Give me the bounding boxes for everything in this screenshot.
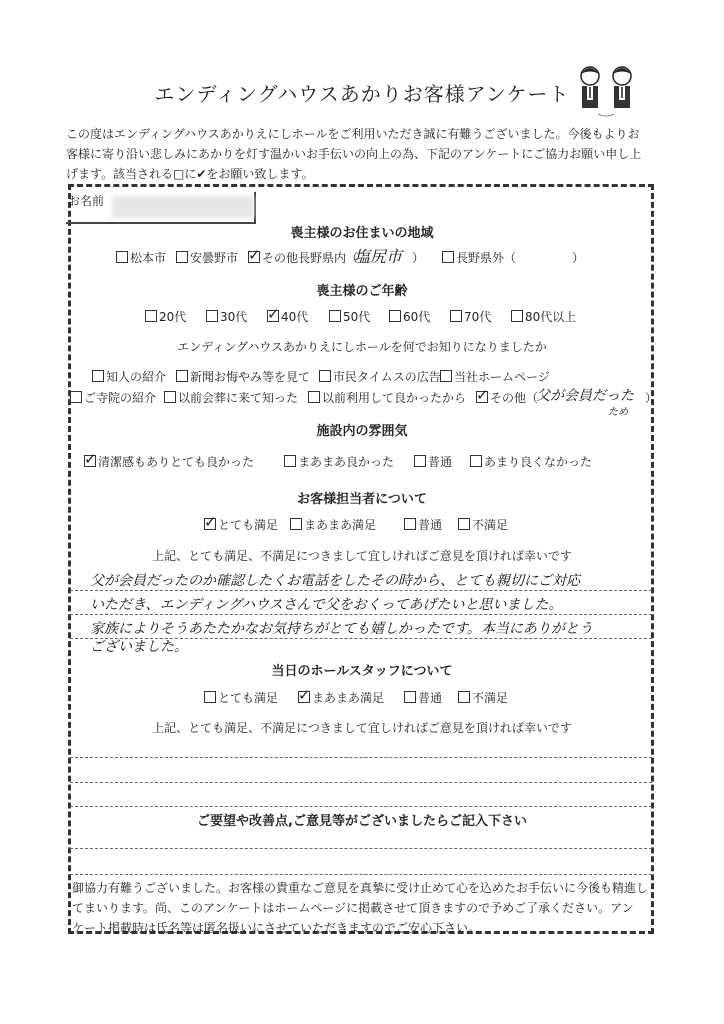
- option-label: 30代: [220, 310, 248, 324]
- staff-comment-line: 父が会員だったのか確認したくお電話をしたその時から、とても親切にご対応: [90, 573, 580, 589]
- option-label: 20代: [159, 310, 187, 324]
- residence-option-outside-nagano[interactable]: [442, 249, 516, 266]
- hall-staff-option[interactable]: [204, 689, 278, 706]
- residence-close-paren-2: ）: [572, 251, 585, 265]
- option-label: 松本市: [130, 251, 167, 265]
- checkbox[interactable]: [329, 310, 341, 322]
- residence-handwritten: 塩尻市: [354, 247, 403, 266]
- checkbox[interactable]: [458, 518, 470, 530]
- checkbox[interactable]: [440, 370, 452, 382]
- atmosphere-option[interactable]: [284, 453, 394, 470]
- checkbox-checked[interactable]: [248, 251, 260, 263]
- checkbox-checked[interactable]: [84, 455, 96, 467]
- atmosphere-heading: 施設内の雰囲気: [316, 424, 408, 439]
- option-label: 普通: [418, 518, 443, 532]
- checkbox-checked[interactable]: [267, 310, 279, 322]
- checkbox[interactable]: [470, 455, 482, 467]
- checkbox[interactable]: [176, 251, 188, 263]
- checkbox[interactable]: [164, 391, 176, 403]
- option-label: とても満足: [218, 691, 279, 705]
- option-label: 長野県外（: [456, 251, 517, 265]
- staff-option[interactable]: [458, 516, 508, 533]
- age-option[interactable]: [450, 308, 491, 325]
- hall-staff-option[interactable]: [458, 689, 508, 706]
- option-label: 以前利用して良かったから: [322, 391, 467, 405]
- comment-line: [70, 757, 652, 758]
- checkbox[interactable]: [206, 310, 218, 322]
- checkbox[interactable]: [389, 310, 401, 322]
- option-label: 不満足: [472, 518, 509, 532]
- residence-heading: 喪主様のお住まいの地域: [290, 226, 434, 241]
- checkbox[interactable]: [176, 370, 188, 382]
- atmosphere-option[interactable]: [414, 453, 452, 470]
- intro-text: [66, 124, 666, 184]
- option-label: 70代: [464, 310, 492, 324]
- option-label: 知人の紹介: [106, 370, 167, 384]
- checkbox[interactable]: [404, 518, 416, 530]
- source-handwritten-sub: ため: [608, 407, 628, 418]
- checkbox[interactable]: [442, 251, 454, 263]
- option-label: 新聞お悔やみ等を見て: [190, 370, 311, 384]
- age-option[interactable]: [329, 308, 370, 325]
- source-option[interactable]: [92, 368, 166, 385]
- comment-line: [70, 806, 652, 807]
- comment-line: [70, 848, 652, 849]
- staff-comment-line: いただき、エンディングハウスさんで父をおくってあげたいと思いました。: [90, 597, 563, 613]
- checkbox[interactable]: [92, 370, 104, 382]
- footer-line: 御協力有難うございました。お客様の貴重なご意見を真摯に受け止めて心を込めたお手伝いに今後も精進し: [72, 881, 649, 895]
- source-option[interactable]: [308, 389, 466, 406]
- name-label: お名前: [68, 194, 105, 208]
- option-label: 普通: [428, 455, 453, 469]
- comment-line: [70, 590, 652, 591]
- comment-line: [70, 782, 652, 783]
- hall-staff-option-checked[interactable]: [298, 689, 384, 706]
- option-label: 清潔感もありとても良かった: [98, 455, 255, 469]
- option-label: 不満足: [472, 691, 509, 705]
- option-label: まあまあ満足: [304, 518, 377, 532]
- source-option-other-checked[interactable]: [476, 389, 538, 406]
- source-heading: エンディングハウスあかりえにしホールを何でお知りになりましたか: [177, 340, 547, 354]
- footer-line: てまいります。尚、このアンケートはホームページに掲載させて頂きますので予めご了承ください。アン: [72, 901, 634, 915]
- option-label: とても満足: [218, 518, 279, 532]
- hall-staff-comment-prompt: 上記、とても満足、不満足につきまして宜しければご意見を頂ければ幸いです: [152, 721, 572, 735]
- survey-title: エンディングハウスあかりお客様アンケート: [154, 82, 570, 106]
- source-option[interactable]: [440, 368, 550, 385]
- option-label: 安曇野市: [190, 251, 239, 265]
- checkbox[interactable]: [145, 310, 157, 322]
- option-label: 80代以上: [525, 310, 577, 324]
- age-option-checked[interactable]: [267, 308, 308, 325]
- residence-option-matsumoto[interactable]: [116, 249, 166, 266]
- staff-option[interactable]: [290, 516, 376, 533]
- option-label: 普通: [418, 691, 443, 705]
- atmosphere-option-checked[interactable]: [84, 453, 254, 470]
- source-option[interactable]: [164, 389, 298, 406]
- footer-line: ケート掲載時は氏名等は匿名扱いにさせていただきますのでご安心下さい。: [72, 921, 481, 935]
- checkbox-checked[interactable]: [476, 391, 488, 403]
- option-label: 以前会葬に来て知った: [178, 391, 299, 405]
- checkbox[interactable]: [284, 455, 296, 467]
- staff-option-checked[interactable]: [204, 516, 278, 533]
- checkbox-checked[interactable]: [204, 518, 216, 530]
- checkbox[interactable]: [414, 455, 426, 467]
- age-option[interactable]: [206, 308, 247, 325]
- option-label: 60代: [403, 310, 431, 324]
- redacted-name: [112, 196, 254, 218]
- age-heading: 喪主様のご年齢: [316, 284, 408, 299]
- age-option[interactable]: [145, 308, 186, 325]
- option-label: あまり良くなかった: [484, 455, 593, 469]
- intro-line: 客様に寄り沿い悲しみにあかりを灯す温かいお手伝いの向上の為、下記のアンケートにご協力お願い申し上: [66, 147, 642, 161]
- residence-option-other-nagano[interactable]: [248, 249, 358, 266]
- hall-staff-option[interactable]: [404, 689, 442, 706]
- checkbox[interactable]: [319, 370, 331, 382]
- staff-comment-prompt: 上記、とても満足、不満足につきまして宜しければご意見を頂ければ幸いです: [152, 549, 572, 563]
- option-label: 50代: [343, 310, 371, 324]
- age-option[interactable]: [511, 308, 576, 325]
- checkbox[interactable]: [204, 691, 216, 703]
- residence-close-paren: ）: [412, 251, 425, 265]
- option-label: 市民タイムスの広告: [333, 370, 441, 384]
- option-label: その他長野県内（: [262, 251, 359, 265]
- staff-figure-left: [581, 67, 599, 108]
- staff-figure-right: [613, 67, 631, 108]
- staff-comment-line: ございました。: [90, 639, 188, 655]
- option-label: ご寺院の紹介: [84, 391, 157, 405]
- checkbox-checked[interactable]: [298, 691, 310, 703]
- intro-line: この度はエンディングハウスあかりえにしホールをご利用いただき誠に有難うございました。今後もよりお: [66, 127, 640, 141]
- source-close-paren: ）: [645, 391, 658, 405]
- checkbox[interactable]: [308, 391, 320, 403]
- staff-illustration: [572, 62, 642, 120]
- staff-option[interactable]: [404, 516, 442, 533]
- checkbox[interactable]: [116, 251, 128, 263]
- checkbox[interactable]: [290, 518, 302, 530]
- comment-line: [70, 614, 652, 615]
- footer-text: [72, 878, 662, 938]
- source-option[interactable]: [70, 389, 156, 406]
- checkbox[interactable]: [404, 691, 416, 703]
- comment-line: [70, 874, 652, 875]
- option-label: 当社ホームページ: [454, 370, 550, 384]
- residence-option-azumino[interactable]: [176, 249, 238, 266]
- atmosphere-option[interactable]: [470, 453, 592, 470]
- source-option[interactable]: [319, 368, 441, 385]
- requests-heading: ご要望や改善点,ご意見等がございましたらご記入下さい: [197, 814, 527, 829]
- checkbox[interactable]: [511, 310, 523, 322]
- source-option[interactable]: [176, 368, 310, 385]
- checkbox[interactable]: [450, 310, 462, 322]
- checkbox[interactable]: [458, 691, 470, 703]
- option-label: 40代: [281, 310, 309, 324]
- age-option[interactable]: [389, 308, 430, 325]
- staff-comment-line: 家族によりそうあたたかなお気持ちがとても嬉しかったです。本当にありがとう: [90, 621, 593, 637]
- option-label: その他（: [490, 391, 539, 405]
- checkbox[interactable]: [70, 391, 82, 403]
- option-label: まあまあ良かった: [298, 455, 395, 469]
- intro-line: げます。該当される□に✔をお願い致します。: [66, 167, 314, 181]
- source-handwritten: 父が会員だった: [536, 388, 634, 404]
- option-label: まあまあ満足: [312, 691, 385, 705]
- staff-heading: お客様担当者について: [297, 492, 427, 507]
- hall-staff-heading: 当日のホールスタッフについて: [271, 664, 453, 679]
